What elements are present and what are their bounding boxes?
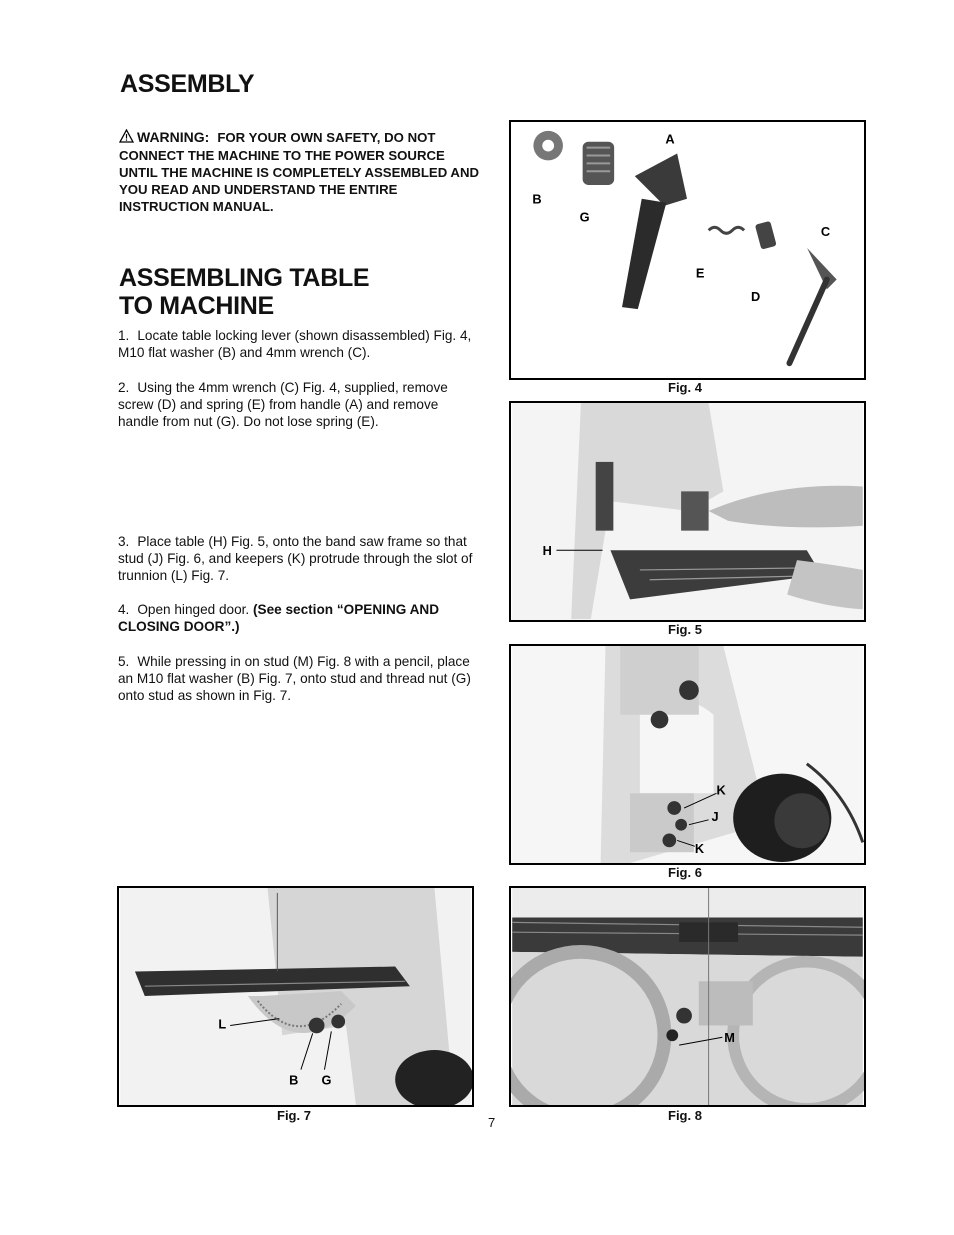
- fig8-label-m: M: [724, 1030, 735, 1046]
- warning-block: [119, 129, 479, 215]
- warning-triangle-icon: [119, 129, 134, 147]
- fig7-caption: Fig. 7: [277, 1108, 311, 1123]
- fig7-illustration: [119, 888, 472, 1105]
- warning-lead: WARNING:: [137, 129, 210, 145]
- fig8-illustration: [511, 888, 864, 1105]
- fig6-label-j: J: [711, 808, 719, 824]
- step-bold-reference: (See section “OPENING AND CLOSING DOOR”.): [118, 602, 440, 634]
- fig6-caption: Fig. 6: [668, 865, 702, 880]
- fig4-caption: Fig. 4: [668, 380, 702, 395]
- step-text: Using the 4mm wrench (C) Fig. 4, supplied, remove screw (D) and spring (E) from handle (A) and remove handle from nut (G). Do not lose spring (E).: [118, 380, 448, 429]
- step-number: 4.: [118, 602, 130, 617]
- step-number: 3.: [118, 534, 130, 549]
- step-3: [118, 533, 476, 584]
- step-4: [118, 601, 476, 635]
- fig5-illustration: [511, 403, 864, 620]
- fig5-caption: Fig. 5: [668, 622, 702, 637]
- step-number: 2.: [118, 380, 130, 395]
- step-number: 5.: [118, 654, 130, 669]
- fig7-label-g: G: [321, 1072, 332, 1088]
- step-text: While pressing in on stud (M) Fig. 8 with a pencil, place an M10 flat washer (B) Fig. 7, onto stud and thread nut (G) onto stud as shown in Fig. 7.: [118, 654, 471, 703]
- fig4-illustration: [511, 122, 864, 378]
- figure-6: [509, 644, 866, 865]
- fig7-label-b: B: [289, 1072, 299, 1088]
- page-heading: ASSEMBLY: [120, 70, 255, 98]
- fig4-label-b: B: [532, 191, 542, 207]
- step-2: [118, 379, 476, 430]
- figure-4: [509, 120, 866, 380]
- figure-8: [509, 886, 866, 1107]
- section-title-line1: ASSEMBLING TABLE: [119, 264, 370, 292]
- step-1: [118, 327, 476, 361]
- fig8-caption: Fig. 8: [668, 1108, 702, 1123]
- figure-5: [509, 401, 866, 622]
- fig4-label-e: E: [695, 265, 705, 281]
- section-title: [119, 264, 369, 320]
- fig4-label-c: C: [820, 224, 831, 240]
- warning-text: FOR YOUR OWN SAFETY, DO NOT CONNECT THE MACHINE TO THE POWER SOURCE UNTIL THE MACHINE IS COMPLETELY ASSEMBLED AND YOU READ AND UNDERSTAND THE ENTIRE INSTRUCTION MANUAL.: [119, 130, 479, 214]
- step-number: 1.: [118, 328, 130, 343]
- fig4-label-a: A: [665, 131, 675, 147]
- figure-7: [117, 886, 474, 1107]
- fig6-label-k1: K: [716, 782, 726, 798]
- page-number: 7: [488, 1115, 496, 1130]
- step-5: [118, 653, 476, 704]
- step-text: Locate table locking lever (shown disassembled) Fig. 4, M10 flat washer (B) and 4mm wrench (C).: [118, 328, 472, 360]
- fig7-label-l: L: [218, 1016, 227, 1032]
- fig4-label-g: G: [579, 209, 590, 225]
- step-text: Open hinged door.: [137, 602, 253, 617]
- step-text: Place table (H) Fig. 5, onto the band saw frame so that stud (J) Fig. 6, and keepers (K) protrude through the slot of trunnion (L) Fig. 7.: [118, 534, 473, 583]
- section-title-line2: TO MACHINE: [119, 292, 274, 320]
- fig4-label-d: D: [751, 289, 761, 305]
- fig6-illustration: [511, 646, 864, 863]
- fig6-label-k2: K: [694, 841, 705, 857]
- fig5-label-h: H: [542, 543, 552, 559]
